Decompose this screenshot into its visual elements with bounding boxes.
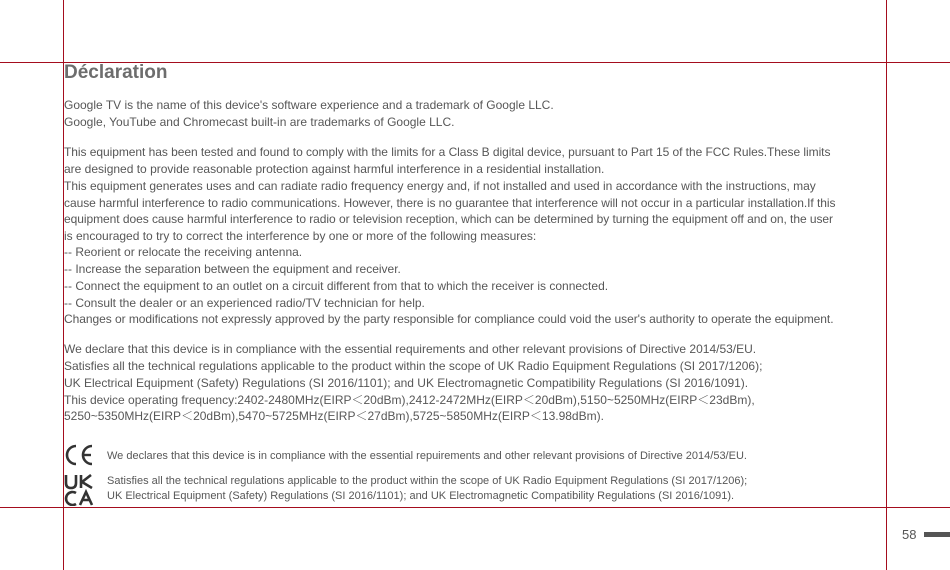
ukca-statement-line: UK Electrical Equipment (Safety) Regulations (SI 2016/1101); and UK Electromagnetic Compatibility Regulations (SI 2016/1091).: [107, 490, 735, 502]
page-title: Déclaration: [64, 62, 168, 83]
page-number-bar: [924, 532, 950, 537]
text-line: -- Connect the equipment to an outlet on a circuit different from that to which the receiver is connected.: [64, 279, 609, 293]
ukca-mark-icon: [64, 474, 96, 506]
crop-guide-right: [886, 0, 887, 570]
ce-mark-icon: [64, 444, 94, 466]
text-line: -- Reorient or relocate the receiving antenna.: [64, 245, 303, 259]
text-line: cause harmful interference to radio communications. However, there is no guarantee that interference will not occur in a particular installation.If this: [64, 196, 836, 210]
text-line: We declare that this device is in compliance with the essential requirements and other relevant provisions of Directive 2014/53/EU.: [64, 342, 757, 356]
text-line: Google, YouTube and Chromecast built-in are trademarks of Google LLC.: [64, 115, 455, 129]
text-line: -- Consult the dealer or an experienced radio/TV technician for help.: [64, 296, 425, 310]
crop-guide-bottom: [0, 507, 950, 508]
text-line: This equipment generates uses and can radiate radio frequency energy and, if not installed and used in accordance with the instructions, may: [64, 179, 816, 193]
text-line: This device operating frequency:2402-2480MHz(EIRP＜20dBm),2412-2472MHz(EIRP＜20dBm),5150~5250MHz(EIRP＜23dBm),: [64, 393, 755, 407]
page-number: 58: [902, 527, 917, 542]
text-line: Google TV is the name of this device's software experience and a trademark of Google LLC.: [64, 98, 554, 112]
text-line: 5250~5350MHz(EIRP＜20dBm),5470~5725MHz(EIRP＜27dBm),5725~5850MHz(EIRP＜13.98dBm).: [64, 409, 604, 423]
text-line: Changes or modifications not expressly approved by the party responsible for compliance could void the user's authority to operate the equipment.: [64, 312, 834, 326]
text-line: equipment does cause harmful interference to radio or television reception, which can be determined by turning the equipment off and on, the user: [64, 212, 834, 226]
text-line: This equipment has been tested and found to comply with the limits for a Class B digital device, pursuant to Part 15 of the FCC Rules.These limits: [64, 145, 831, 159]
ukca-statement-line: Satisfies all the technical regulations applicable to the product within the scope of UK Radio Equipment Regulations (SI 2017/1206);: [107, 475, 748, 487]
text-line: UK Electrical Equipment (Safety) Regulations (SI 2016/1101); and UK Electromagnetic Compatibility Regulations (SI 2016/1091).: [64, 376, 749, 390]
ce-statement: We declares that this device is in compliance with the essential repuirements and other relevant provisions of Directive 2014/53/EU.: [107, 450, 747, 462]
text-line: Satisfies all the technical regulations applicable to the product within the scope of UK Radio Equipment Regulations (SI 2017/1206);: [64, 359, 763, 373]
text-line: is encouraged to try to correct the interference by one or more of the following measures:: [64, 229, 537, 243]
text-line: are designed to provide reasonable protection against harmful interference in a residential installation.: [64, 162, 605, 176]
text-line: -- Increase the separation between the equipment and receiver.: [64, 262, 401, 276]
